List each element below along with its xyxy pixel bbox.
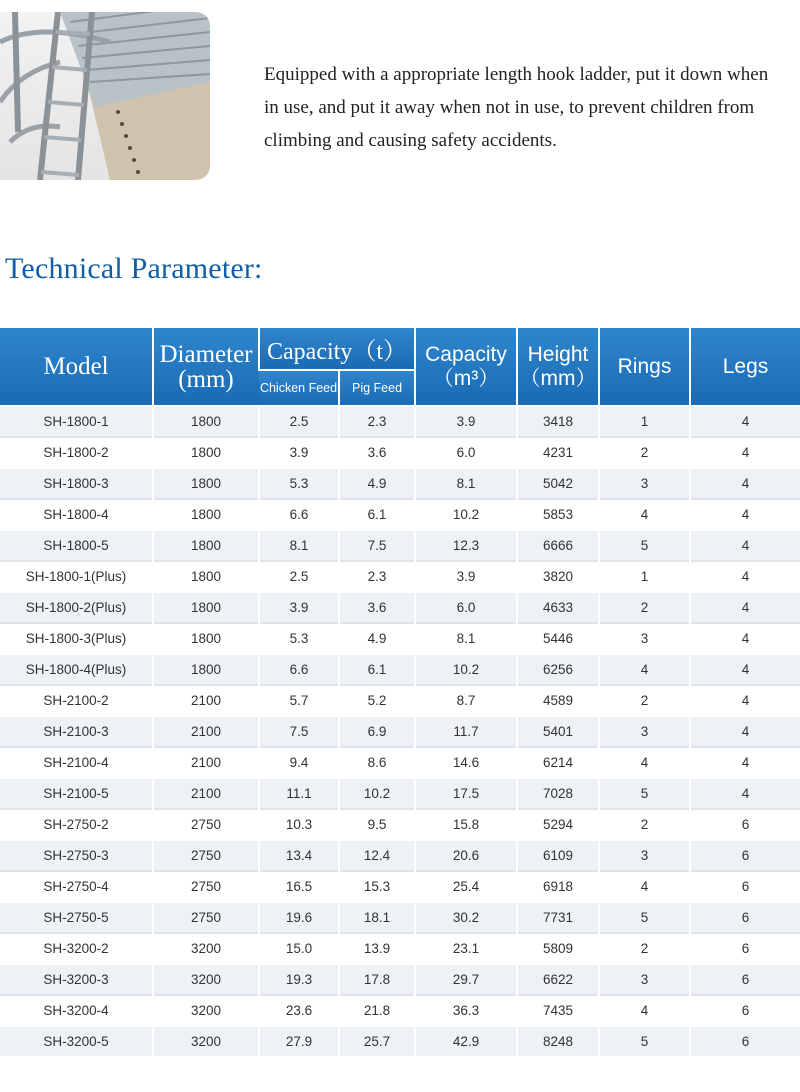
cell-chicken-feed: 5.3 (259, 623, 339, 654)
table-row (0, 406, 800, 437)
cell-chicken-feed: 5.3 (259, 468, 339, 499)
cell-diameter: 2750 (153, 871, 259, 902)
cell-rings: 3 (599, 840, 690, 871)
table-row (0, 840, 800, 871)
cell-chicken-feed: 11.1 (259, 778, 339, 809)
cell-diameter: 2100 (153, 685, 259, 716)
cell-legs: 6 (690, 871, 800, 902)
cell-model: SH-1800-1(Plus) (0, 561, 153, 592)
cell-diameter: 1800 (153, 530, 259, 561)
cell-model: SH-3200-3 (0, 964, 153, 995)
cell-pig-feed: 4.9 (339, 623, 415, 654)
cell-legs: 4 (690, 406, 800, 437)
cell-height: 5042 (517, 468, 599, 499)
table-row (0, 561, 800, 592)
cell-rings: 1 (599, 561, 690, 592)
cell-rings: 1 (599, 406, 690, 437)
cell-legs: 4 (690, 623, 800, 654)
table-row (0, 995, 800, 1026)
cell-chicken-feed: 19.3 (259, 964, 339, 995)
cell-capacity-m3: 3.9 (415, 406, 517, 437)
cell-rings: 3 (599, 716, 690, 747)
header-height (517, 328, 599, 406)
header-capacity-m3-line2: （m³） (432, 366, 500, 390)
cell-pig-feed: 12.4 (339, 840, 415, 871)
cell-chicken-feed: 15.0 (259, 933, 339, 964)
table-row (0, 964, 800, 995)
cell-pig-feed: 13.9 (339, 933, 415, 964)
cell-pig-feed: 6.1 (339, 499, 415, 530)
table-row (0, 809, 800, 840)
cell-capacity-m3: 8.7 (415, 685, 517, 716)
cell-legs: 4 (690, 716, 800, 747)
cell-chicken-feed: 2.5 (259, 406, 339, 437)
cell-diameter: 1800 (153, 406, 259, 437)
cell-diameter: 3200 (153, 933, 259, 964)
cell-capacity-m3: 15.8 (415, 809, 517, 840)
cell-model: SH-2750-5 (0, 902, 153, 933)
cell-height: 6918 (517, 871, 599, 902)
cell-chicken-feed: 27.9 (259, 1026, 339, 1056)
cell-chicken-feed: 5.7 (259, 685, 339, 716)
cell-height: 7731 (517, 902, 599, 933)
table-row (0, 437, 800, 468)
cell-height: 5809 (517, 933, 599, 964)
cell-diameter: 1800 (153, 654, 259, 685)
cell-rings: 2 (599, 685, 690, 716)
cell-model: SH-1800-3(Plus) (0, 623, 153, 654)
cell-height: 3418 (517, 406, 599, 437)
header-capacity-m3-line1: Capacity (425, 342, 507, 366)
cell-height: 5401 (517, 716, 599, 747)
cell-pig-feed: 3.6 (339, 437, 415, 468)
cell-chicken-feed: 6.6 (259, 499, 339, 530)
cell-height: 6214 (517, 747, 599, 778)
cell-rings: 2 (599, 592, 690, 623)
cell-height: 4589 (517, 685, 599, 716)
cell-diameter: 1800 (153, 437, 259, 468)
table-row (0, 623, 800, 654)
header-diameter (153, 328, 259, 406)
cell-legs: 4 (690, 530, 800, 561)
cell-pig-feed: 5.2 (339, 685, 415, 716)
cell-capacity-m3: 6.0 (415, 437, 517, 468)
cell-legs: 4 (690, 468, 800, 499)
cell-capacity-m3: 8.1 (415, 623, 517, 654)
cell-capacity-m3: 25.4 (415, 871, 517, 902)
cell-height: 4231 (517, 437, 599, 468)
cell-rings: 4 (599, 871, 690, 902)
cell-pig-feed: 6.1 (339, 654, 415, 685)
cell-legs: 6 (690, 995, 800, 1026)
cell-chicken-feed: 16.5 (259, 871, 339, 902)
cell-diameter: 1800 (153, 561, 259, 592)
cell-height: 6256 (517, 654, 599, 685)
silo-ladder-photo (0, 12, 210, 180)
header-diameter-line1: Diameter (159, 340, 253, 368)
cell-rings: 4 (599, 654, 690, 685)
cell-model: SH-2100-2 (0, 685, 153, 716)
cell-capacity-m3: 42.9 (415, 1026, 517, 1056)
cell-pig-feed: 25.7 (339, 1026, 415, 1056)
cell-chicken-feed: 19.6 (259, 902, 339, 933)
cell-chicken-feed: 7.5 (259, 716, 339, 747)
cell-chicken-feed: 23.6 (259, 995, 339, 1026)
cell-rings: 5 (599, 1026, 690, 1056)
table-row (0, 468, 800, 499)
cell-model: SH-2100-3 (0, 716, 153, 747)
cell-chicken-feed: 10.3 (259, 809, 339, 840)
table-row (0, 685, 800, 716)
cell-legs: 4 (690, 747, 800, 778)
header-chicken-feed: Chicken Feed (259, 370, 339, 406)
cell-pig-feed: 2.3 (339, 406, 415, 437)
header-legs: Legs (690, 328, 800, 406)
cell-model: SH-1800-4 (0, 499, 153, 530)
cell-pig-feed: 6.9 (339, 716, 415, 747)
cell-diameter: 2750 (153, 902, 259, 933)
header-capacity-m3 (415, 328, 517, 406)
cell-legs: 4 (690, 654, 800, 685)
cell-pig-feed: 21.8 (339, 995, 415, 1026)
header-model: Model (0, 328, 153, 406)
header-diameter-line2: (mm) (178, 365, 234, 393)
table-row (0, 592, 800, 623)
cell-diameter: 1800 (153, 499, 259, 530)
cell-model: SH-3200-4 (0, 995, 153, 1026)
cell-pig-feed: 15.3 (339, 871, 415, 902)
cell-legs: 4 (690, 561, 800, 592)
table-row (0, 933, 800, 964)
cell-model: SH-1800-5 (0, 530, 153, 561)
technical-parameter-table (0, 328, 800, 1056)
cell-capacity-m3: 20.6 (415, 840, 517, 871)
cell-model: SH-2750-4 (0, 871, 153, 902)
intro-paragraph: Equipped with a appropriate length hook ladder, put it down when in use, and put it away when not in use, to prevent children from climbing and causing safety accidents. (264, 64, 769, 151)
cell-pig-feed: 8.6 (339, 747, 415, 778)
header-height-line1: Height (527, 342, 589, 366)
table-row (0, 499, 800, 530)
table-row (0, 716, 800, 747)
cell-model: SH-2100-5 (0, 778, 153, 809)
cell-chicken-feed: 13.4 (259, 840, 339, 871)
table-row (0, 747, 800, 778)
cell-model: SH-3200-5 (0, 1026, 153, 1056)
cell-legs: 4 (690, 592, 800, 623)
cell-diameter: 1800 (153, 623, 259, 654)
cell-rings: 2 (599, 933, 690, 964)
cell-model: SH-3200-2 (0, 933, 153, 964)
cell-chicken-feed: 3.9 (259, 437, 339, 468)
header-rings: Rings (599, 328, 690, 406)
cell-rings: 3 (599, 468, 690, 499)
cell-diameter: 1800 (153, 468, 259, 499)
cell-pig-feed: 9.5 (339, 809, 415, 840)
table-row (0, 654, 800, 685)
cell-capacity-m3: 11.7 (415, 716, 517, 747)
cell-legs: 4 (690, 685, 800, 716)
table-row (0, 871, 800, 902)
cell-capacity-m3: 36.3 (415, 995, 517, 1026)
cell-rings: 3 (599, 623, 690, 654)
cell-legs: 4 (690, 499, 800, 530)
cell-height: 4633 (517, 592, 599, 623)
section-title: Technical Parameter: (5, 252, 263, 285)
cell-capacity-m3: 8.1 (415, 468, 517, 499)
cell-legs: 4 (690, 778, 800, 809)
cell-capacity-m3: 23.1 (415, 933, 517, 964)
cell-model: SH-1800-2(Plus) (0, 592, 153, 623)
cell-legs: 6 (690, 840, 800, 871)
cell-height: 6622 (517, 964, 599, 995)
cell-capacity-m3: 12.3 (415, 530, 517, 561)
cell-capacity-m3: 14.6 (415, 747, 517, 778)
cell-height: 5853 (517, 499, 599, 530)
cell-capacity-m3: 17.5 (415, 778, 517, 809)
cell-diameter: 3200 (153, 964, 259, 995)
cell-model: SH-1800-4(Plus) (0, 654, 153, 685)
cell-diameter: 2100 (153, 747, 259, 778)
cell-legs: 6 (690, 1026, 800, 1056)
cell-legs: 6 (690, 933, 800, 964)
cell-legs: 6 (690, 809, 800, 840)
cell-model: SH-1800-1 (0, 406, 153, 437)
cell-capacity-m3: 10.2 (415, 654, 517, 685)
cell-height: 5446 (517, 623, 599, 654)
cell-capacity-m3: 30.2 (415, 902, 517, 933)
cell-diameter: 2100 (153, 716, 259, 747)
cell-pig-feed: 3.6 (339, 592, 415, 623)
cell-rings: 5 (599, 530, 690, 561)
cell-diameter: 1800 (153, 592, 259, 623)
cell-capacity-m3: 3.9 (415, 561, 517, 592)
cell-chicken-feed: 6.6 (259, 654, 339, 685)
cell-rings: 5 (599, 902, 690, 933)
cell-height: 6109 (517, 840, 599, 871)
cell-model: SH-1800-3 (0, 468, 153, 499)
table-row (0, 530, 800, 561)
cell-pig-feed: 7.5 (339, 530, 415, 561)
table-body (0, 406, 800, 1056)
cell-height: 8248 (517, 1026, 599, 1056)
cell-diameter: 3200 (153, 1026, 259, 1056)
cell-rings: 4 (599, 995, 690, 1026)
cell-diameter: 2100 (153, 778, 259, 809)
cell-height: 5294 (517, 809, 599, 840)
cell-pig-feed: 4.9 (339, 468, 415, 499)
cell-pig-feed: 2.3 (339, 561, 415, 592)
table-row (0, 1026, 800, 1056)
cell-rings: 4 (599, 499, 690, 530)
cell-pig-feed: 17.8 (339, 964, 415, 995)
cell-capacity-m3: 6.0 (415, 592, 517, 623)
cell-rings: 2 (599, 809, 690, 840)
cell-height: 3820 (517, 561, 599, 592)
table-row (0, 902, 800, 933)
cell-rings: 5 (599, 778, 690, 809)
cell-legs: 4 (690, 437, 800, 468)
cell-rings: 2 (599, 437, 690, 468)
cell-chicken-feed: 8.1 (259, 530, 339, 561)
cell-legs: 6 (690, 902, 800, 933)
header-height-line2: （mm） (519, 366, 597, 390)
cell-chicken-feed: 3.9 (259, 592, 339, 623)
cell-diameter: 2750 (153, 840, 259, 871)
cell-capacity-m3: 29.7 (415, 964, 517, 995)
cell-diameter: 3200 (153, 995, 259, 1026)
table-row (0, 778, 800, 809)
cell-chicken-feed: 9.4 (259, 747, 339, 778)
cell-pig-feed: 10.2 (339, 778, 415, 809)
cell-capacity-m3: 10.2 (415, 499, 517, 530)
cell-legs: 6 (690, 964, 800, 995)
cell-model: SH-2750-2 (0, 809, 153, 840)
cell-model: SH-2100-4 (0, 747, 153, 778)
cell-rings: 4 (599, 747, 690, 778)
cell-model: SH-2750-3 (0, 840, 153, 871)
cell-model: SH-1800-2 (0, 437, 153, 468)
cell-height: 6666 (517, 530, 599, 561)
cell-chicken-feed: 2.5 (259, 561, 339, 592)
cell-height: 7435 (517, 995, 599, 1026)
cell-diameter: 2750 (153, 809, 259, 840)
cell-rings: 3 (599, 964, 690, 995)
cell-height: 7028 (517, 778, 599, 809)
cell-pig-feed: 18.1 (339, 902, 415, 933)
header-capacity-t: Capacity（t） (259, 328, 415, 370)
header-pig-feed: Pig Feed (339, 370, 415, 406)
